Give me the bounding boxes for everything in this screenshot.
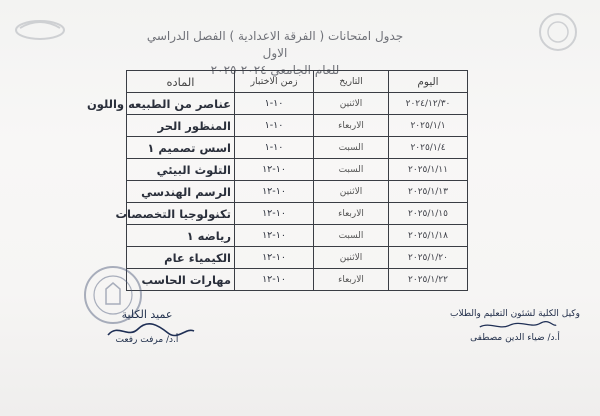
subject-cell: الكيمياء عام: [127, 247, 235, 269]
university-logo-right: [536, 10, 580, 54]
table-row: [127, 115, 468, 137]
dean-title: عميد الكلية: [121, 308, 173, 321]
day-cell: الاثنين: [314, 247, 389, 269]
title-line-1: جدول امتحانات ( الفرقة الاعدادية ) الفصل الدراسي الاول: [146, 29, 404, 60]
table-row: [127, 247, 468, 269]
time-cell: ١٠-١٢: [235, 269, 314, 291]
table-row: [127, 137, 468, 159]
subject-cell: عناصر من الطبيعه واللون: [127, 93, 235, 115]
date-cell: ٢٠٢٥/١/١٣: [389, 181, 468, 203]
date-cell: ٢٠٢٤/١٢/٣٠: [389, 93, 468, 115]
date-cell: ٢٠٢٥/١/١١: [389, 159, 468, 181]
date-cell: ٢٠٢٥/١/٢٠: [389, 247, 468, 269]
time-cell: ١٠-١٢: [235, 181, 314, 203]
exam-schedule-table: [86, 70, 468, 291]
dean-signature: [106, 321, 196, 341]
day-cell: السبت: [314, 225, 389, 247]
day-cell: الاثنين: [314, 93, 389, 115]
subject-cell: تكنولوجيا التخصصات: [127, 203, 235, 225]
subject-cell: مهارات الحاسب: [127, 269, 235, 291]
subject-cell: المنظور الحر: [127, 115, 235, 137]
table-row: [127, 159, 468, 181]
date-cell: ٢٠٢٥/١/١: [389, 115, 468, 137]
time-cell: ١٠-١: [235, 137, 314, 159]
subject-cell: اسس تصميم ١: [127, 137, 235, 159]
time-cell: ١٠-١٢: [235, 203, 314, 225]
table-row: [127, 269, 468, 291]
day-cell: الاثنين: [314, 181, 389, 203]
day-cell: الاربعاء: [314, 269, 389, 291]
vice-dean-title: وكيل الكلية لشئون التعليم والطلاب: [450, 309, 580, 319]
table-header-row: [127, 71, 468, 93]
table-row: [127, 181, 468, 203]
vice-dean-signature-block: [450, 309, 580, 343]
day-cell: السبت: [314, 159, 389, 181]
day-cell: الاربعاء: [314, 115, 389, 137]
table-row: [127, 93, 468, 115]
time-cell: ١٠-١٢: [235, 247, 314, 269]
header-time: زمن الاختبار: [235, 71, 314, 93]
header-date-col: التاريخ: [314, 71, 389, 93]
day-cell: الاربعاء: [314, 203, 389, 225]
subject-cell: التلوث البيئي: [127, 159, 235, 181]
vice-dean-signature: [478, 319, 558, 333]
header-subject: الماده: [127, 71, 235, 93]
title-line-2: للعام الجامعي ٢٠٢٤-٢٠٢٥: [210, 63, 340, 77]
time-cell: ١٠-١: [235, 115, 314, 137]
time-cell: ١٠-١٢: [235, 159, 314, 181]
vice-dean-name: أ.د/ ضياء الدين مصطفى: [470, 333, 560, 343]
header-day: اليوم: [389, 71, 468, 93]
table-row: [127, 203, 468, 225]
dean-signature-block: [92, 308, 202, 345]
date-cell: ٢٠٢٥/١/١٥: [389, 203, 468, 225]
table-row: [127, 225, 468, 247]
subject-cell: الرسم الهندسي: [127, 181, 235, 203]
time-cell: ١٠-١٢: [235, 225, 314, 247]
day-cell: السبت: [314, 137, 389, 159]
date-cell: ٢٠٢٥/١/٢٢: [389, 269, 468, 291]
time-cell: ١٠-١: [235, 93, 314, 115]
date-cell: ٢٠٢٥/١/٤: [389, 137, 468, 159]
dean-name: أ.د/ مرفت رفعت: [115, 335, 179, 345]
faculty-logo-left: [10, 8, 70, 48]
subject-cell: رياضه ١: [127, 225, 235, 247]
date-cell: ٢٠٢٥/١/١٨: [389, 225, 468, 247]
